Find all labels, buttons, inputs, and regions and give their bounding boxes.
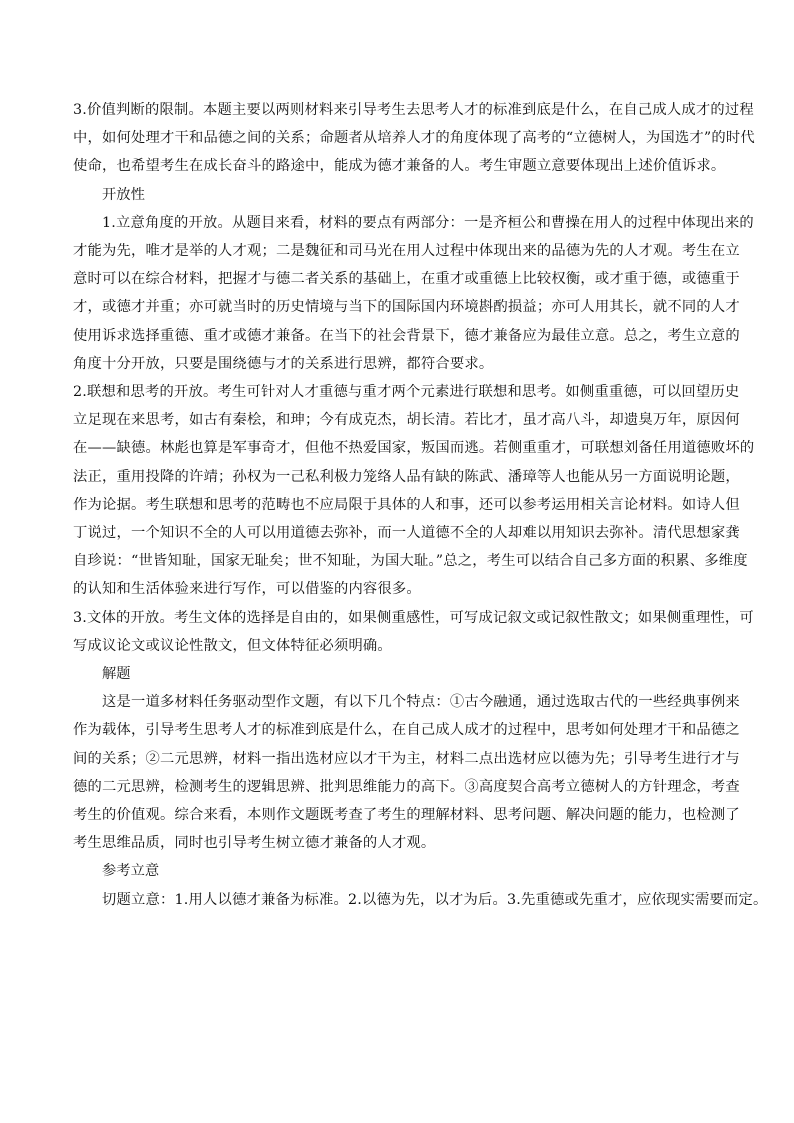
text-line: 的认知和生活体验来进行写作，可以借鉴的内容很多。 (73, 581, 421, 598)
text-line: 自珍说：“世皆知耻，国家无耻矣；世不知耻，为国大耻。”总之，考生可以结合自己多方面的积累、多维度 (73, 553, 748, 570)
paragraph-reference-theme (73, 886, 768, 914)
text-line: 角度十分开放，只要是围绕德与才的关系进行思辨，都符合要求。 (73, 355, 494, 372)
text-line: 考生的价值观。综合来看，本则作文题既考查了考生的理解材料、思考问题、解决问题的能力，也检测了 (73, 807, 740, 824)
text-line: 作为论据。考生联想和思考的范畴也不应局限于具体的人和事，还可以参考运用相关言论材料。如诗人但 (73, 496, 740, 513)
text-line: 德的二元思辨，检测考生的逻辑思辨、批判思维能力的高下。③高度契合高考立德树人的方针理念，考查 (73, 778, 740, 795)
section-heading-analysis: 解题 (102, 666, 131, 683)
text-line: 间的关系；②二元思辨，材料一指出选材应以才干为主，材料二点出选材应以德为先；引导考生进行才与 (73, 750, 740, 767)
text-line: 2.联想和思考的开放。考生可针对人才重德与重才两个元素进行联想和思考。如侧重重德，可以回望历史 (73, 384, 740, 401)
text-line: 写成议论文或议论性散文，但文体特征必须明确。 (73, 637, 392, 654)
text-line: 法正，重用投降的许靖；孙权为一己私利极力笼络人品有缺的陈武、潘璋等人也能从另一方面说明论题， (73, 468, 740, 485)
section-heading-openness: 开放性 (102, 186, 145, 203)
text-line: 考生思维品质，同时也引导考生树立德才兼备的人才观。 (73, 835, 436, 852)
text-line: 3.文体的开放。考生文体的选择是自由的，如果侧重感性，可写成记叙文或记叙性散文；如果侧重理性，可 (73, 609, 754, 626)
paragraph-analysis (73, 688, 761, 857)
document-body (73, 96, 768, 914)
text-line: 意时可以在综合材料，把握才与德二者关系的基础上，在重才或重德上比较权衡，或才重于德，或德重于 (73, 271, 740, 288)
text-line: 在——缺德。林彪也算是军事奇才，但他不热爱国家，叛国而逃。若侧重重才，可联想刘备任用道德败坏的 (73, 440, 755, 457)
paragraph-association-openness (73, 378, 761, 604)
text-line: 这是一道多材料任务驱动型作文题，有以下几个特点：①古今融通，通过选取古代的一些经典事例来 (102, 694, 740, 711)
paragraph-angle-openness (73, 209, 761, 378)
section-heading-reference-theme: 参考立意 (102, 863, 160, 880)
text-line: 才，或德才并重；亦可就当时的历史情境与当下的国际国内环境斟酌损益；亦可人用其长，就不同的人才 (73, 299, 740, 316)
text-line: 使命，也希望考生在成长奋斗的路途中，能成为德才兼备的人。考生审题立意要体现出上述价值诉求。 (73, 158, 726, 175)
text-line: 切题立意：1.用人以德才兼备为标准。2.以德为先，以才为后。3.先重德或先重才，应依现实需要而定。 (102, 891, 768, 908)
text-line: 1.立意角度的开放。从题目来看，材料的要点有两部分：一是齐桓公和曹操在用人的过程中体现出来的 (102, 214, 754, 231)
text-line: 中，如何处理才干和品德之间的关系；命题者从培养人才的角度体现了高考的“立德树人，为国选才”的时代 (73, 130, 755, 147)
text-line: 3.价值判断的限制。本题主要以两则材料来引导考生去思考人才的标准到底是什么，在自己成人成才的过程 (73, 102, 754, 118)
paragraph-value-judgment (73, 96, 761, 181)
text-line: 作为载体，引导考生思考人才的标准到底是什么，在自己成人成才的过程中，思考如何处理才干和品德之 (73, 722, 740, 739)
text-line: 丁说过，一个知识不全的人可以用道德去弥补，而一人道德不全的人却难以用知识去弥补。清代思想家龚 (73, 525, 740, 542)
text-line: 立足现在来思考，如古有秦桧，和珅；今有成克杰，胡长清。若比才，虽才高八斗，却遗臭万年，原因何 (73, 412, 740, 429)
text-line: 才能为先，唯才是举的人才观；二是魏征和司马光在用人过程中体现出来的品德为先的人才观。考生在立 (73, 243, 740, 260)
text-line: 使用诉求选择重德、重才或德才兼备。在当下的社会背景下，德才兼备应为最佳立意。总之，考生立意的 (73, 327, 740, 344)
paragraph-genre-openness (73, 604, 761, 660)
